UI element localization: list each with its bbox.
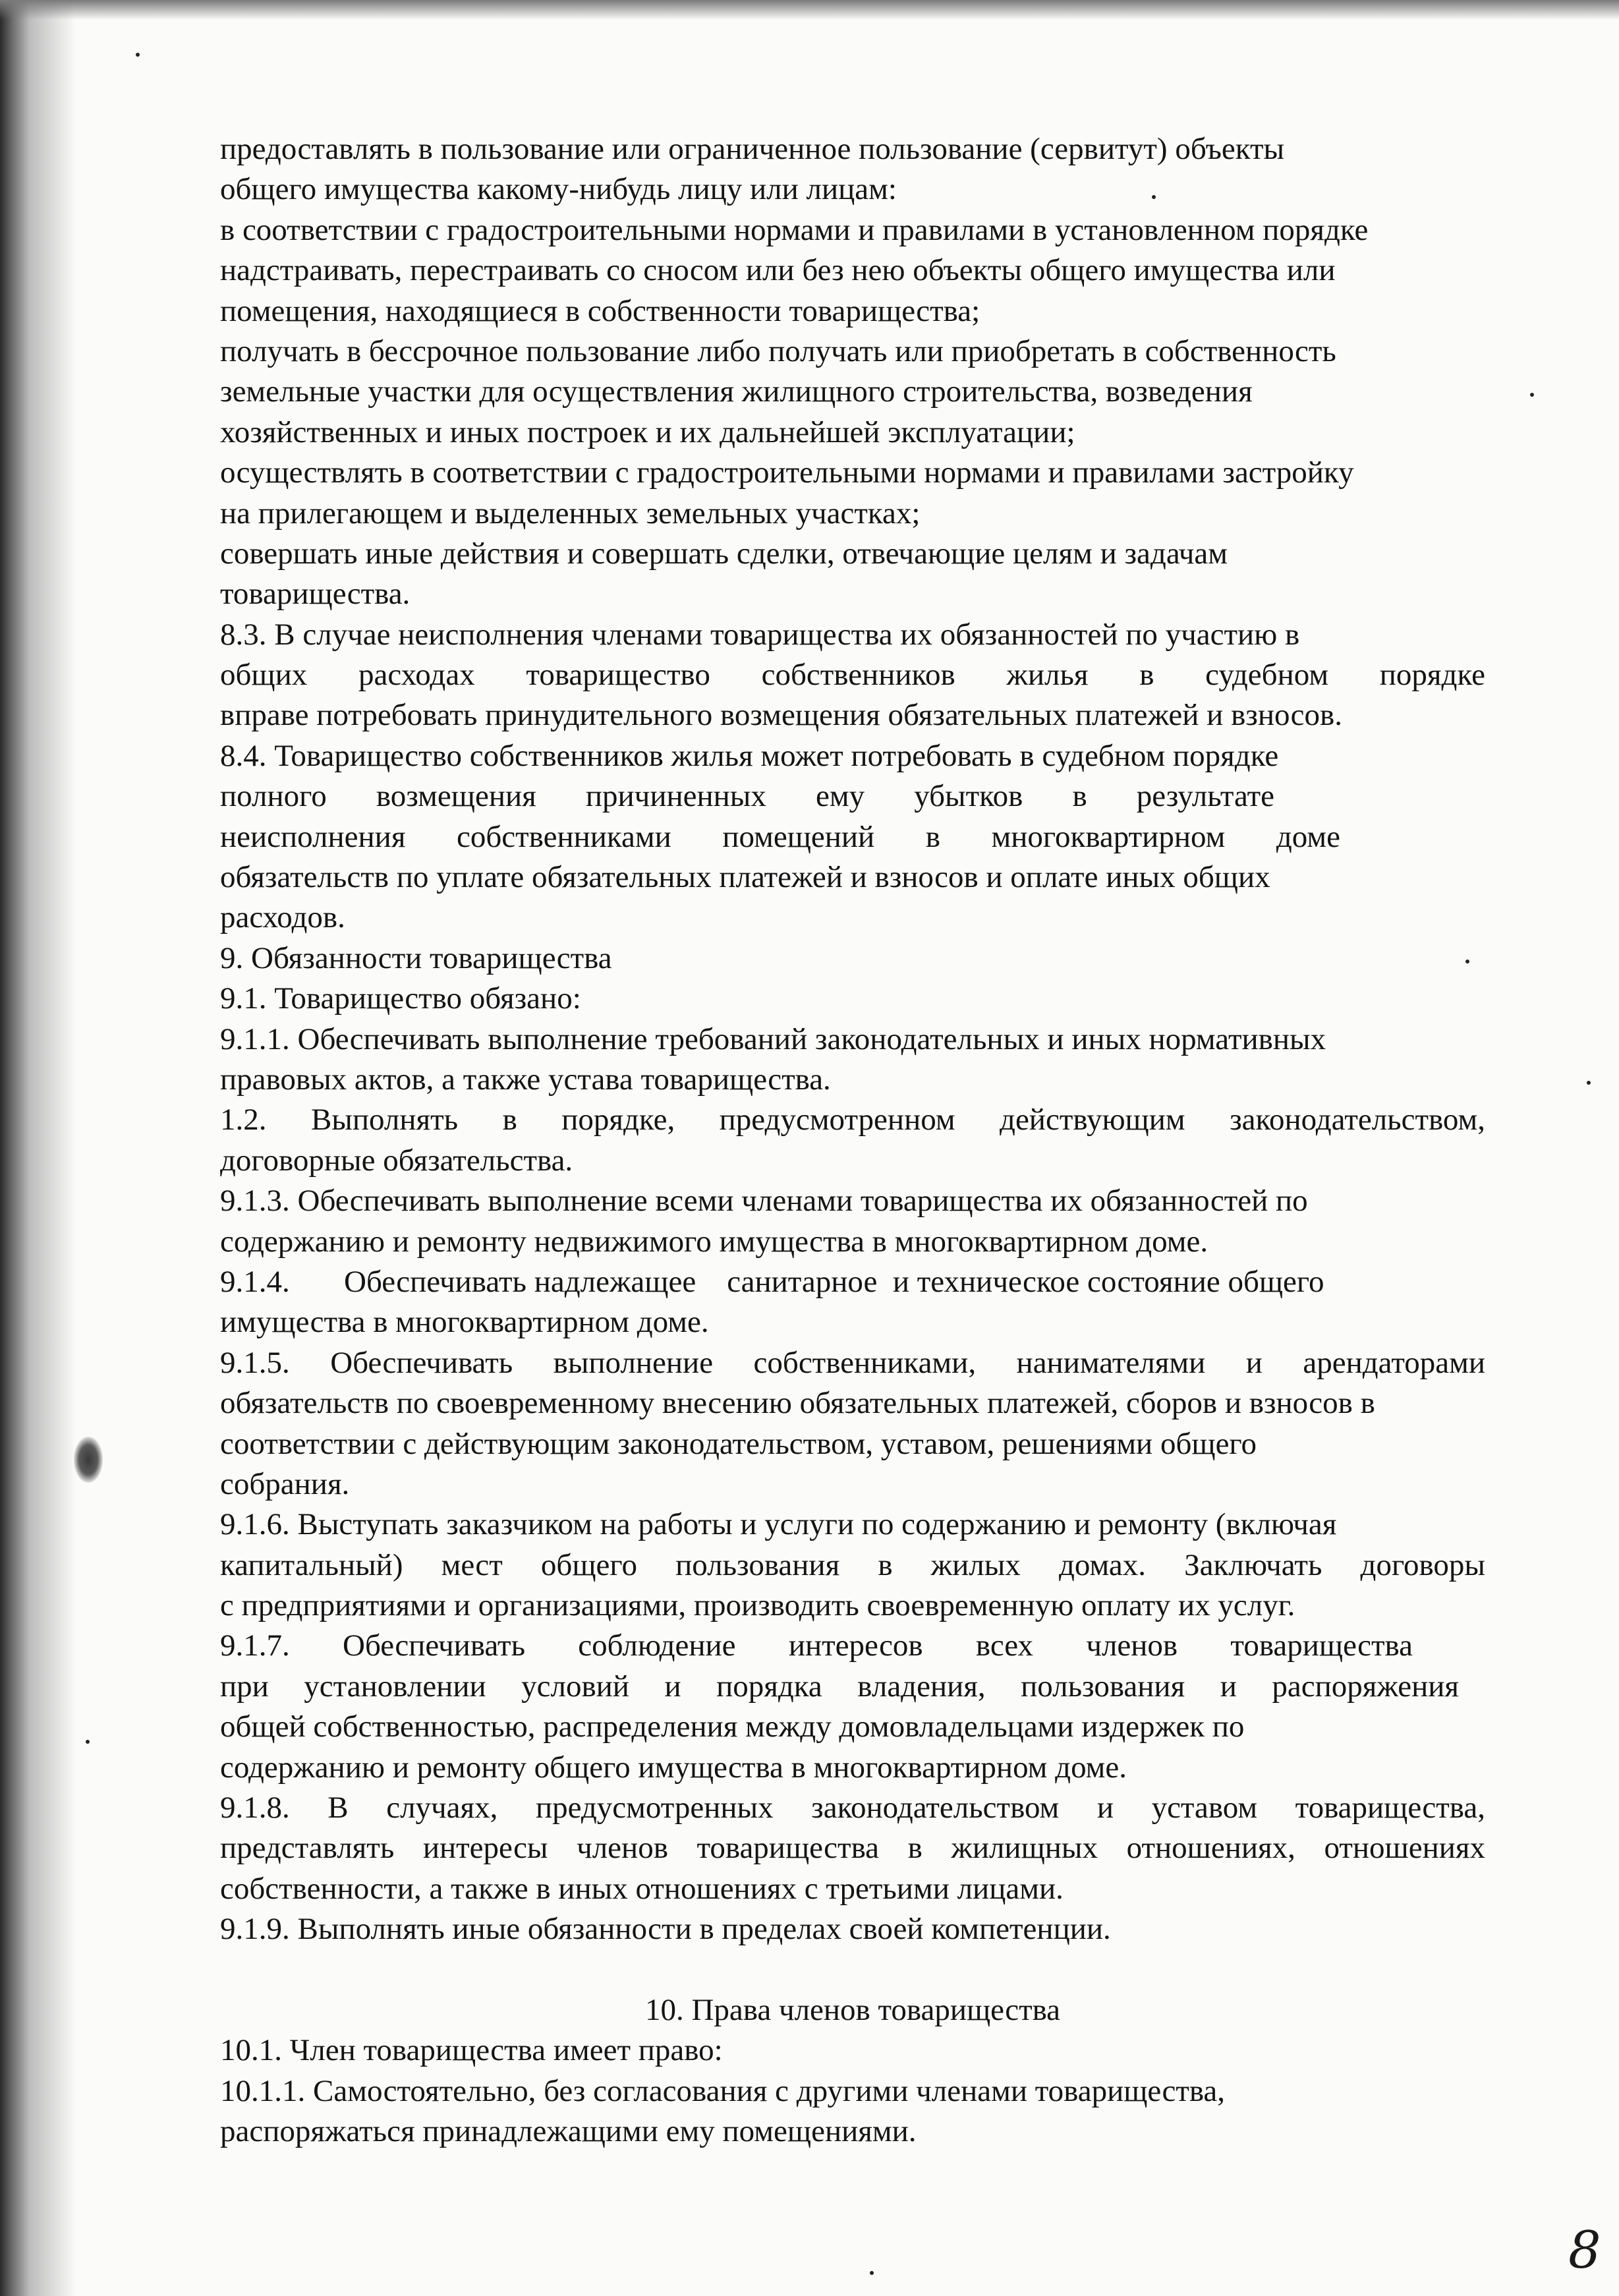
clause-8-3: 8.3. В случае неисполнения членами товарищества их обязанностей по участию в bbox=[220, 617, 1300, 652]
scan-speck bbox=[136, 53, 140, 57]
text-line: общих расходах товарищество собственников жилья в судебном порядке bbox=[220, 658, 1485, 693]
scan-speck bbox=[1530, 393, 1534, 397]
text-line: представлять интересы членов товарищества в жилищных отношениях, отношениях bbox=[220, 1831, 1485, 1866]
clause-9-1-9: 9.1.9. Выполнять иные обязанности в пределах своей компетенции. bbox=[220, 1912, 1111, 1947]
scan-speck bbox=[1587, 1081, 1591, 1085]
scan-speck bbox=[870, 2271, 874, 2275]
text-line: обязательств по уплате обязательных платежей и взносов и оплате иных общих bbox=[220, 860, 1270, 895]
scan-speck bbox=[86, 1740, 90, 1744]
text-line: договорные обязательства. bbox=[220, 1143, 573, 1178]
text-line: надстраивать, перестраивать со сносом или без нею объекты общего имущества или bbox=[220, 253, 1336, 288]
text-line: общей собственностью, распределения между домовладельцами издержек по bbox=[220, 1709, 1245, 1744]
text-line: обязательств по своевременному внесению обязательных платежей, сборов и взносов в bbox=[220, 1386, 1375, 1421]
scan-edge-shadow bbox=[0, 0, 79, 2296]
text-line: собрания. bbox=[220, 1466, 350, 1501]
text-line: в соответствии с градостроительными нормами и правилами в установленном порядке bbox=[220, 212, 1369, 247]
text-line: вправе потребовать принудительного возмещения обязательных платежей и взносов. bbox=[220, 698, 1342, 733]
scan-smudge bbox=[74, 1437, 103, 1483]
text-line: предоставлять в пользование или ограниченное пользование (сервитут) объекты bbox=[220, 132, 1285, 166]
text-line: на прилегающем и выделенных земельных участках; bbox=[220, 496, 921, 531]
clause-9-1-6: 9.1.6. Выступать заказчиком на работы и услуги по содержанию и ремонту (включая bbox=[220, 1507, 1337, 1542]
text-line: осуществлять в соответствии с градостроительными нормами и правилами застройку bbox=[220, 455, 1354, 490]
clause-8-4: 8.4. Товарищество собственников жилья может потребовать в судебном порядке bbox=[220, 738, 1279, 773]
text-line: содержанию и ремонту общего имущества в многоквартирном доме. bbox=[220, 1750, 1127, 1785]
clause-9-1-4: 9.1.4. Обеспечивать надлежащее санитарное и техническое состояние общего bbox=[220, 1264, 1324, 1299]
text-line: при установлении условий и порядка владения, пользования и распоряжения bbox=[220, 1669, 1459, 1704]
page-number: 8 bbox=[1568, 2221, 1601, 2280]
clause-10-1: 10.1. Член товарищества имеет право: bbox=[220, 2033, 723, 2068]
text-line: распоряжаться принадлежащими ему помещениями. bbox=[220, 2114, 917, 2149]
clause-10-1-1: 10.1.1. Самостоятельно, без согласования с другими членами товарищества, bbox=[220, 2073, 1226, 2108]
text-line: собственности, а также в иных отношениях с третьими лицами. bbox=[220, 1871, 1064, 1906]
text-line: товарищества. bbox=[220, 577, 411, 612]
text-line: помещения, находящиеся в собственности товарищества; bbox=[220, 293, 980, 328]
text-line: неисполнения собственниками помещений в многоквартирном доме bbox=[220, 819, 1340, 854]
text-line: хозяйственных и иных построек и их дальнейшей эксплуатации; bbox=[220, 415, 1075, 449]
scan-top-shadow bbox=[0, 0, 1619, 20]
text-line: правовых актов, а также устава товарищества. bbox=[220, 1062, 831, 1097]
clause-9-1: 9.1. Товарищество обязано: bbox=[220, 981, 581, 1016]
section-heading-9: 9. Обязанности товарищества bbox=[220, 940, 612, 975]
clause-9-1-1: 9.1.1. Обеспечивать выполнение требований законодательных и иных нормативных bbox=[220, 1021, 1326, 1056]
text-line: с предприятиями и организациями, производить своевременную оплату их услуг. bbox=[220, 1588, 1295, 1623]
clause-9-1-7: 9.1.7. Обеспечивать соблюдение интересов всех членов товарищества bbox=[220, 1628, 1413, 1663]
document-body bbox=[220, 129, 1485, 2152]
paragraph-gap bbox=[220, 1950, 1485, 1990]
clause-9-1-3: 9.1.3. Обеспечивать выполнение всеми членами товарищества их обязанностей по bbox=[220, 1184, 1308, 1219]
text-line: земельные участки для осуществления жилищного строительства, возведения bbox=[220, 374, 1253, 409]
clause-1-2: 1.2. Выполнять в порядке, предусмотренном действующим законодательством, bbox=[220, 1103, 1485, 1137]
text-line: расходов. bbox=[220, 900, 345, 935]
text-line: содержанию и ремонту недвижимого имущества в многоквартирном доме. bbox=[220, 1224, 1208, 1259]
text-line: получать в бессрочное пользование либо получать или приобретать в собственность bbox=[220, 333, 1336, 368]
section-heading-10: 10. Права членов товарищества bbox=[644, 1992, 1061, 2027]
text-line: полного возмещения причиненных ему убытков в результате bbox=[220, 779, 1274, 814]
clause-9-1-8: 9.1.8. В случаях, предусмотренных законодательством и уставом товарищества, bbox=[220, 1791, 1485, 1825]
text-line: имущества в многоквартирном доме. bbox=[220, 1305, 709, 1340]
text-line: соответствии с действующим законодательством, уставом, решениями общего bbox=[220, 1426, 1257, 1461]
text-line: совершать иные действия и совершать сделки, отвечающие целям и задачам bbox=[220, 536, 1228, 571]
text-line: капитальный) мест общего пользования в жилых домах. Заключать договоры bbox=[220, 1547, 1485, 1582]
clause-9-1-5: 9.1.5. Обеспечивать выполнение собственниками, нанимателями и арендаторами bbox=[220, 1345, 1485, 1380]
text-line: общего имущества какому-нибудь лицу или лицам: bbox=[220, 172, 897, 207]
